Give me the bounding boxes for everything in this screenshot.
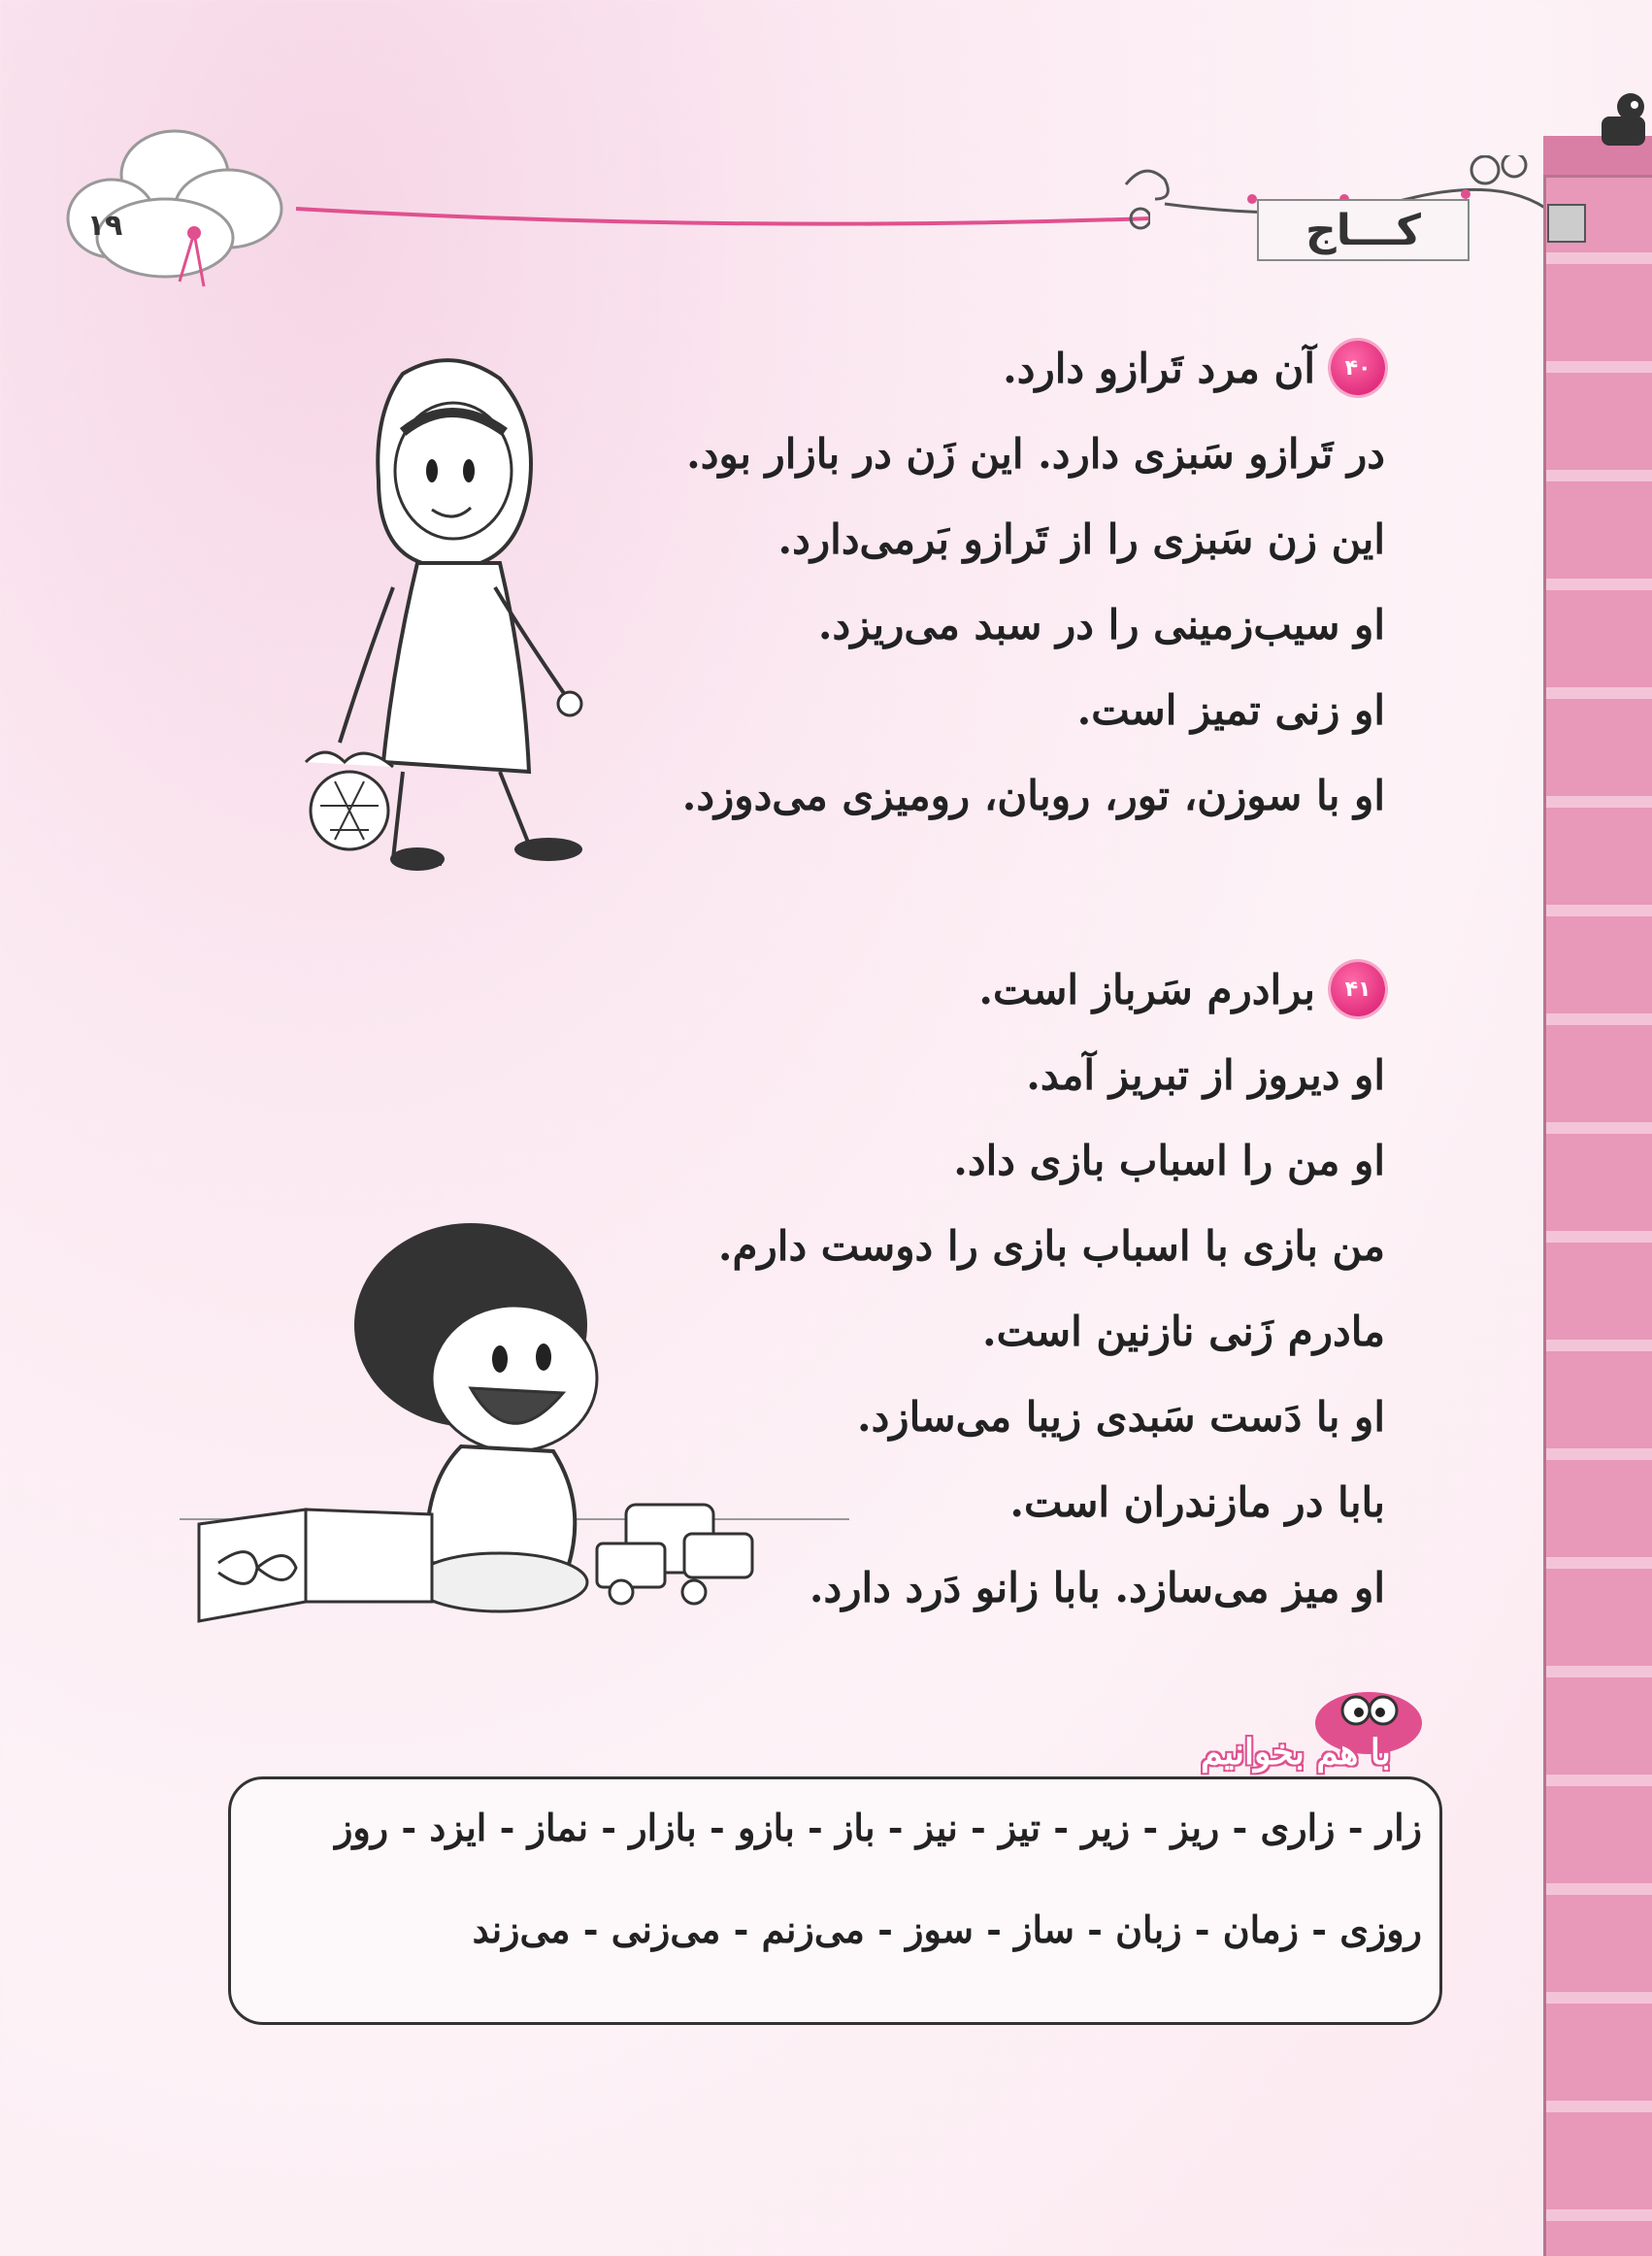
section-title-sign: کـــاج xyxy=(1257,199,1470,261)
girl-with-basket-illustration xyxy=(286,354,616,879)
lesson-40 xyxy=(682,325,1385,838)
lesson-text: آن مرد تَرازو دارد. xyxy=(1003,344,1315,392)
boy-playing-illustration xyxy=(180,1194,849,1699)
lesson-text: او میز می‌سازد. بابا زانو دَرد دارد. xyxy=(809,1563,1385,1611)
lesson-text: او دیروز از تبریز آمد. xyxy=(1026,1050,1385,1099)
page-number: ۱۹ xyxy=(86,209,123,243)
lesson-text: او با سوزن، تور، روبان، رومیزی می‌دوزد. xyxy=(681,771,1385,819)
lesson-text: مادرم زَنی نازنین است. xyxy=(982,1307,1385,1355)
lesson-number-badge: ۴۱ xyxy=(1331,962,1385,1016)
lesson-line xyxy=(682,752,1385,838)
lesson-text: بابا در مازندران است. xyxy=(1009,1477,1385,1526)
reading-title: با هم بخوانیم xyxy=(1201,1732,1391,1773)
lesson-text: در تَرازو سَبزی دارد. این زَن در بازار بود. xyxy=(686,429,1385,478)
reading-words-row: زار - زاری - ریز - زیر - تیز - نیز - باز - بازو - بازار - نماز - ایزد - روز xyxy=(335,1806,1422,1849)
lesson-line xyxy=(682,411,1385,496)
lesson-line xyxy=(682,581,1385,667)
lesson-line xyxy=(682,667,1385,752)
lesson-text: این زن سَبزی را از تَرازو بَرمی‌دارد. xyxy=(777,514,1385,563)
lesson-line xyxy=(718,1032,1385,1117)
lesson-line xyxy=(718,946,1385,1032)
lesson-text: من بازی با اسباب بازی را دوست دارم. xyxy=(717,1221,1385,1270)
lesson-text: او با دَست سَبدی زیبا می‌سازد. xyxy=(856,1392,1385,1441)
lesson-line xyxy=(682,496,1385,581)
bird-icon xyxy=(1592,87,1652,155)
rope-decoration xyxy=(296,189,1150,248)
lesson-text: برادرم سَرباز است. xyxy=(978,965,1315,1013)
lesson-line xyxy=(718,1117,1385,1203)
lesson-text: او سیب‌زمینی را در سبد می‌ریزد. xyxy=(817,600,1385,648)
lesson-number-badge: ۴۰ xyxy=(1331,341,1385,395)
brick-wall xyxy=(1543,155,1652,2256)
lesson-text: او زنی تمیز است. xyxy=(1076,685,1385,734)
reading-words-row: روزی - زمان - زبان - ساز - سوز - می‌زنم - می‌زنی - می‌زند xyxy=(472,1908,1422,1951)
lesson-text: او من را اسباب بازی داد. xyxy=(953,1136,1385,1184)
wall-plate xyxy=(1547,204,1586,243)
lesson-line xyxy=(682,325,1385,411)
